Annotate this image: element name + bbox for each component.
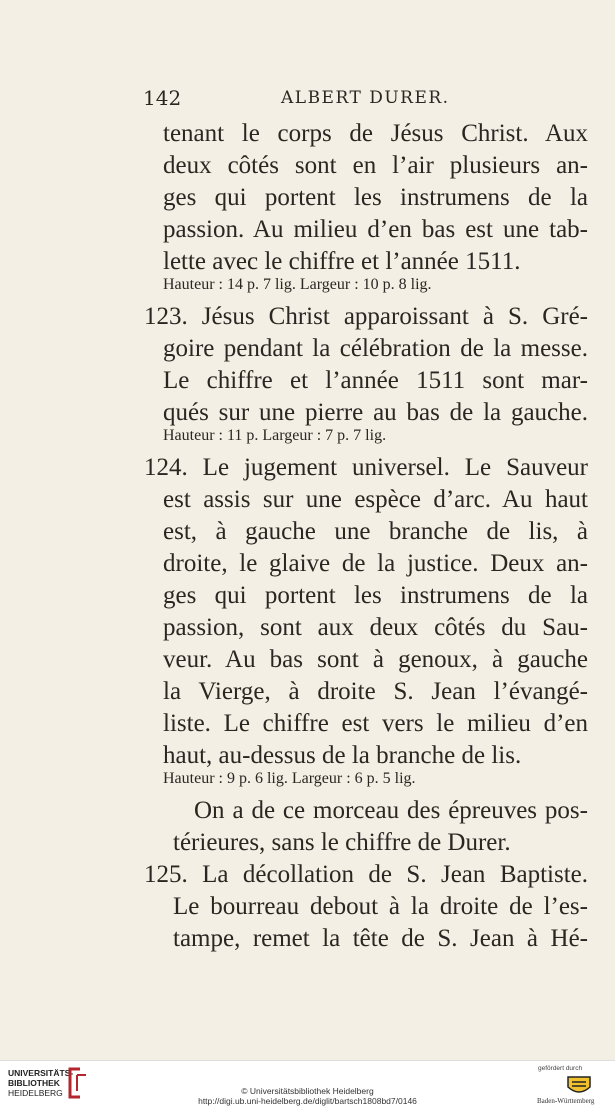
text-line: passion. Au milieu d’en bas est une tab- <box>163 216 588 243</box>
text-line: Le chiffre et l’année 1511 sont mar- <box>163 367 588 394</box>
logo-line: UNIVERSITÄTS- <box>8 1068 74 1078</box>
text-line: la Vierge, à droite S. Jean l’évangé- <box>163 678 588 705</box>
catalog-entry-124: 124. Le jugement universel. Le Sauveur <box>144 454 588 481</box>
page-number: 142 <box>143 86 182 110</box>
text-line: est assis sur une espèce d’arc. Au haut <box>163 486 588 513</box>
state-coat-of-arms-icon <box>566 1075 592 1097</box>
funder-name: Baden-Württemberg <box>537 1097 595 1105</box>
text-line: térieures, sans le chiffre de Durer. <box>173 829 511 856</box>
digitization-footer <box>0 1060 615 1106</box>
text-line: qués sur une pierre au bas de la gauche. <box>163 399 588 426</box>
text-line: On a de ce morceau des épreuves pos- <box>194 797 588 824</box>
text-line: lette avec le chiffre et l’année 1511. <box>163 248 521 275</box>
catalog-entry-123: 123. Jésus Christ apparoissant à S. Gré- <box>144 303 588 330</box>
logo-line: BIBLIOTHEK <box>8 1078 60 1088</box>
text-line: est, à gauche une branche de lis, à <box>163 518 588 545</box>
text-line: haut, au-dessus de la branche de lis. <box>163 742 522 769</box>
text-line: ges qui portent les instrumens de la <box>163 582 588 609</box>
text-line: veur. Au bas sont à genoux, à gauche <box>163 646 588 673</box>
funded-by-label: gefördert durch <box>538 1065 583 1072</box>
running-header <box>143 86 583 116</box>
logo-line: HEIDELBERG <box>8 1088 63 1098</box>
source-url-link[interactable]: http://digi.ub.uni-heidelberg.de/diglit/bartsch1808bd7/0146 <box>198 1096 417 1106</box>
dimensions-line: Hauteur : 9 p. 6 lig. Largeur : 6 p. 5 lig. <box>163 770 416 787</box>
text-line: Le bourreau debout à la droite de l’es- <box>173 893 588 920</box>
text-line: tampe, remet la tête de S. Jean à Hé- <box>173 925 588 952</box>
running-title: ALBERT DURER. <box>281 88 450 108</box>
text-line: ges qui portent les instrumens de la <box>163 184 588 211</box>
catalog-entry-125: 125. La décollation de S. Jean Baptiste. <box>144 861 588 888</box>
text-line: liste. Le chiffre est vers le milieu d’en <box>163 710 588 737</box>
text-line: goire pendant la célébration de la messe. <box>163 335 588 362</box>
dimensions-line: Hauteur : 11 p. Largeur : 7 p. 7 lig. <box>163 427 387 444</box>
text-line: tenant le corps de Jésus Christ. Aux <box>163 120 588 147</box>
text-line: deux côtés sont en l’air plusieurs an- <box>163 152 588 179</box>
text-line: droite, le glaive de la justice. Deux an- <box>163 550 588 577</box>
dimensions-line: Hauteur : 14 p. 7 lig. Largeur : 10 p. 8 lig. <box>163 276 432 293</box>
text-line: passion, sont aux deux côtés du Sau- <box>163 614 588 641</box>
copyright-notice: © Universitätsbibliothek Heidelberg <box>241 1086 374 1096</box>
